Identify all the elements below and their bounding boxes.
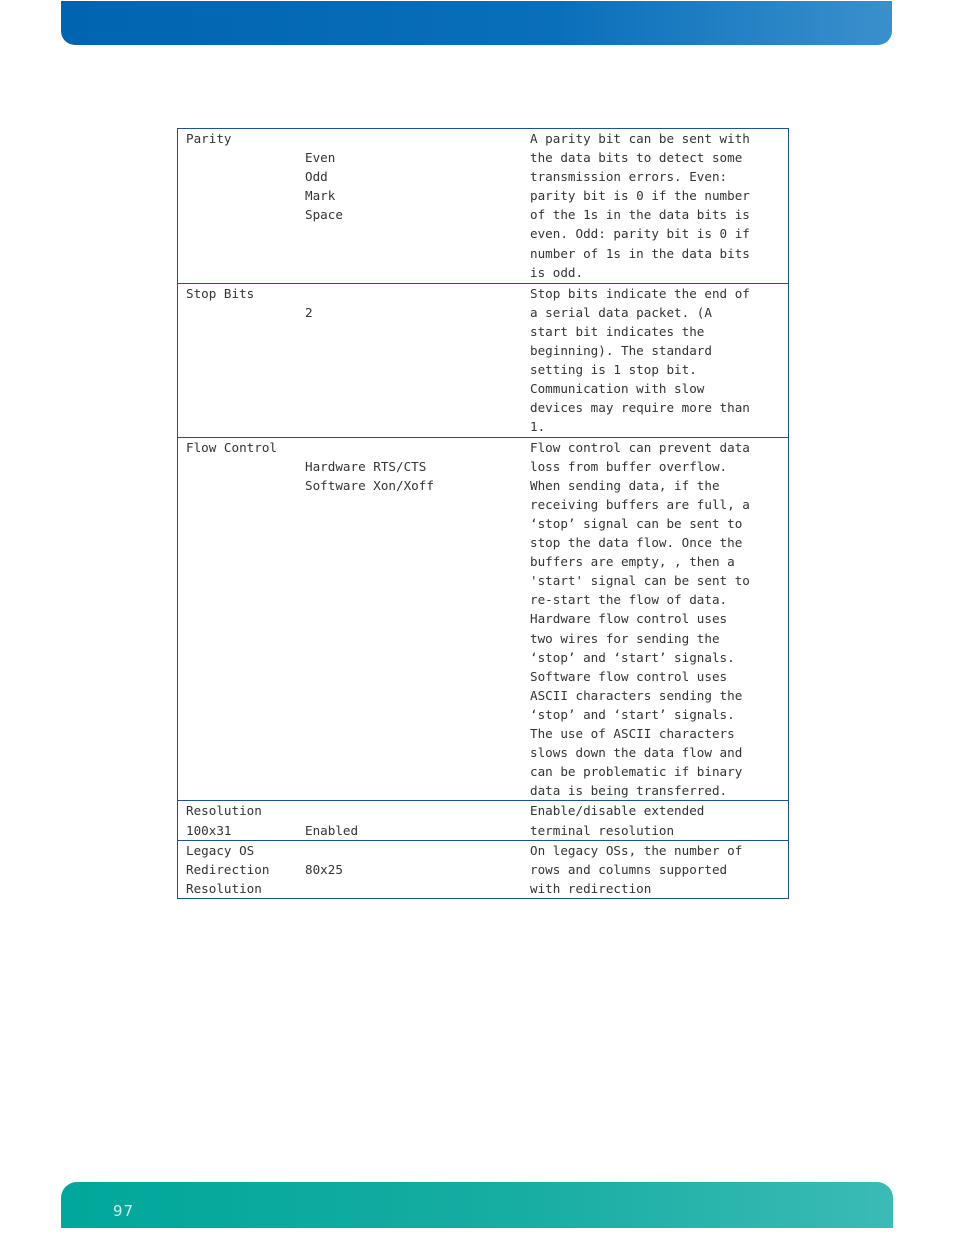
- setting-help-text: [530, 129, 780, 282]
- setting-help-text-line: loss from buffer overflow.: [530, 458, 728, 474]
- setting-help-text-line: The use of ASCII characters: [530, 726, 735, 741]
- setting-help-text: [530, 438, 780, 801]
- setting-options-line: Enabled: [305, 822, 359, 838]
- setting-options-line: [305, 284, 313, 303]
- setting-help-text-line: ‘stop’ and ‘start’ signals.: [530, 706, 735, 722]
- setting-options-line: Odd: [305, 169, 328, 185]
- setting-help-text-line: Hardware flow control uses: [530, 611, 728, 627]
- table-row: [178, 129, 788, 283]
- setting-help-text-line: even. Odd: parity bit is 0 if: [530, 226, 750, 242]
- setting-help-text-line: beginning). The standard: [530, 343, 712, 359]
- header-bar: [61, 1, 892, 45]
- setting-name: [186, 129, 232, 148]
- setting-options: [305, 438, 434, 495]
- table-row: [178, 437, 788, 801]
- setting-name-line: Resolution: [186, 803, 262, 819]
- setting-help-text: [530, 284, 780, 437]
- setting-help-text-line: re-start the flow of data.: [530, 592, 728, 608]
- setting-help-text-line: ‘stop’ and ‘start’ signals.: [530, 649, 735, 665]
- setting-help-text-line: buffers are empty, , then a: [530, 554, 735, 570]
- setting-options-line: 80x25: [305, 861, 343, 877]
- setting-name-line: Stop Bits: [186, 285, 255, 301]
- setting-help-text: [530, 841, 780, 898]
- setting-name: [186, 284, 254, 303]
- setting-options-line: [305, 438, 434, 457]
- table-row: [178, 840, 788, 898]
- setting-help-text-line: Enable/disable extended: [530, 803, 705, 819]
- setting-help-text-line: slows down the data flow and: [530, 745, 743, 761]
- setting-name-line: Parity: [186, 131, 232, 146]
- setting-help-text-line: Software flow control uses: [530, 668, 728, 684]
- table-row: [178, 283, 788, 437]
- setting-name-line: Flow Control: [186, 439, 277, 455]
- setting-help-text-line: receiving buffers are full, a: [530, 496, 750, 512]
- setting-help-text-line: Flow control can prevent data: [530, 439, 750, 455]
- setting-name: [186, 801, 262, 839]
- setting-help-text-line: ‘stop’ signal can be sent to: [530, 515, 743, 531]
- setting-help-text-line: When sending data, if the: [530, 477, 720, 493]
- setting-help-text-line: is odd.: [530, 264, 584, 280]
- setting-help-text-line: stop the data flow. Once the: [530, 535, 743, 551]
- setting-help-text-line: A parity bit can be sent with: [530, 131, 750, 146]
- setting-name-line: Resolution: [186, 880, 262, 896]
- setting-help-text-line: rows and columns supported: [530, 861, 728, 877]
- setting-help-text-line: terminal resolution: [530, 822, 675, 838]
- setting-options: [305, 841, 343, 879]
- setting-name-line: Redirection: [186, 861, 270, 877]
- settings-table: [177, 128, 789, 899]
- setting-name: [186, 438, 277, 457]
- setting-options: [305, 801, 358, 839]
- setting-options: [305, 129, 343, 224]
- footer-bar: [61, 1182, 893, 1228]
- table-row: [178, 800, 788, 839]
- setting-help-text-line: of the 1s in the data bits is: [530, 207, 750, 223]
- setting-help-text-line: devices may require more than: [530, 400, 750, 416]
- setting-help-text-line: with redirection: [530, 880, 652, 896]
- setting-help-text-line: two wires for sending the: [530, 630, 720, 646]
- setting-help-text-line: start bit indicates the: [530, 323, 705, 339]
- setting-help-text-line: data is being transferred.: [530, 783, 728, 799]
- setting-options-line: Software Xon/Xoff: [305, 477, 434, 493]
- setting-help-text-line: can be problematic if binary: [530, 764, 743, 780]
- setting-help-text-line: Stop bits indicate the end of: [530, 285, 750, 301]
- setting-options-line: [305, 841, 343, 860]
- setting-options-line: Even: [305, 150, 336, 166]
- setting-options-line: [305, 801, 358, 820]
- setting-help-text-line: a serial data packet. (A: [530, 304, 712, 320]
- setting-name-line: Legacy OS: [186, 842, 255, 858]
- setting-help-text: [530, 801, 780, 839]
- setting-help-text-line: setting is 1 stop bit.: [530, 362, 697, 378]
- setting-options-line: Hardware RTS/CTS: [305, 458, 427, 474]
- setting-help-text-line: 1.: [530, 419, 546, 435]
- setting-help-text-line: On legacy OSs, the number of: [530, 842, 743, 858]
- setting-help-text-line: transmission errors. Even:: [530, 169, 728, 185]
- page-number: 97: [113, 1202, 135, 1220]
- setting-name-line: 100x31: [186, 822, 232, 838]
- setting-options-line: Space: [305, 207, 343, 223]
- setting-options: [305, 284, 313, 322]
- setting-help-text-line: Communication with slow: [530, 381, 705, 397]
- setting-help-text-line: 'start' signal can be sent to: [530, 573, 750, 589]
- setting-help-text-line: parity bit is 0 if the number: [530, 188, 750, 204]
- setting-name: [186, 841, 269, 898]
- setting-help-text-line: the data bits to detect some: [530, 150, 743, 166]
- setting-options-line: Mark: [305, 188, 336, 204]
- setting-options-line: 2: [305, 304, 313, 320]
- setting-help-text-line: number of 1s in the data bits: [530, 245, 750, 261]
- setting-help-text-line: ASCII characters sending the: [530, 687, 743, 703]
- setting-options-line: [305, 129, 343, 148]
